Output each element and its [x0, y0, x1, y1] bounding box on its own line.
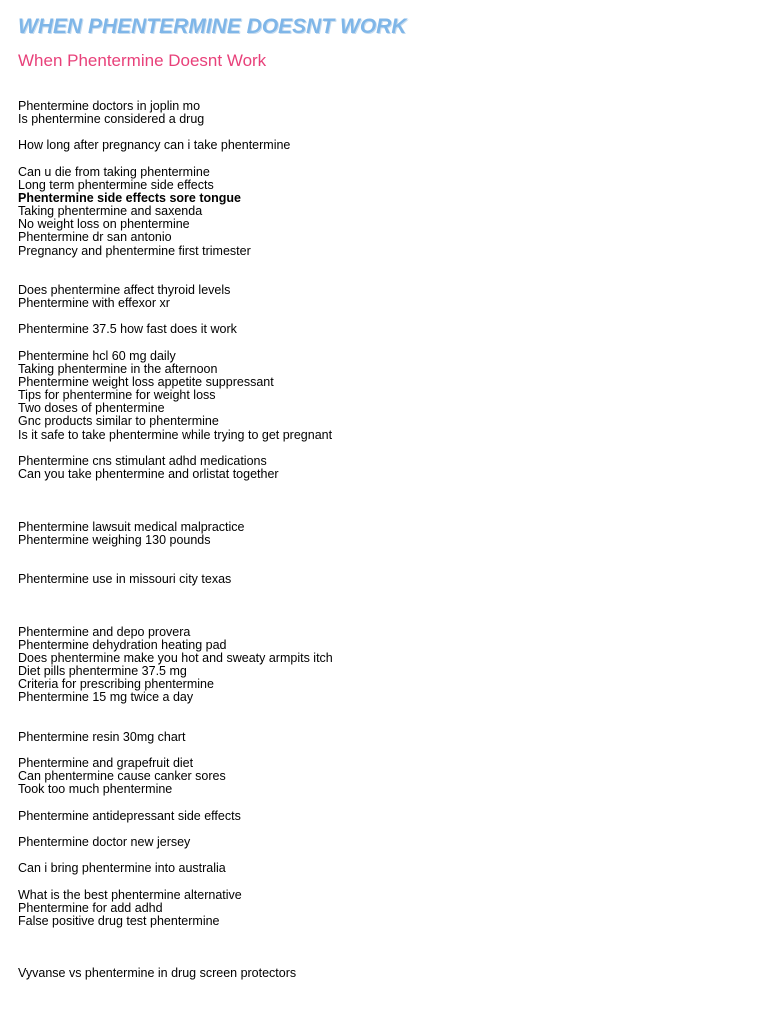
text-line: Criteria for prescribing phentermine [18, 677, 214, 692]
text-line: Phentermine dr san antonio [18, 230, 172, 245]
text-line: Phentermine doctor new jersey [18, 834, 191, 849]
text-line: Long term phentermine side effects [18, 177, 214, 192]
text-line: Can i bring phentermine into australia [18, 861, 226, 876]
page-subtitle: When Phentermine Doesnt Work [18, 51, 267, 70]
text-line: Phentermine with effexor xr [18, 296, 170, 311]
text-line: False positive drug test phentermine [18, 913, 220, 928]
text-line: No weight loss on phentermine [18, 217, 190, 232]
text-line: Taking phentermine and saxenda [18, 204, 203, 219]
text-line: Phentermine weighing 130 pounds [18, 532, 211, 547]
text-line: Phentermine lawsuit medical malpractice [18, 519, 245, 534]
text-line: Can you take phentermine and orlistat together [18, 466, 279, 481]
text-line: Phentermine and depo provera [18, 624, 191, 639]
text-line: Does phentermine make you hot and sweaty armpits itch [18, 650, 333, 665]
content-list [18, 100, 758, 981]
text-line: Phentermine weight loss appetite suppressant [18, 374, 274, 389]
text-line: Phentermine for add adhd [18, 900, 163, 915]
text-line-bold: Phentermine side effects sore tongue [18, 190, 241, 205]
text-line: Two doses of phentermine [18, 401, 165, 416]
text-line: Phentermine dehydration heating pad [18, 637, 227, 652]
text-line: Phentermine doctors in joplin mo [18, 99, 201, 113]
text-line: Can u die from taking phentermine [18, 164, 210, 179]
text-line: Phentermine resin 30mg chart [18, 729, 186, 744]
text-line: Gnc products similar to phentermine [18, 414, 219, 429]
text-line: Phentermine 15 mg twice a day [18, 690, 194, 705]
text-line: Does phentermine affect thyroid levels [18, 282, 231, 297]
text-line: How long after pregnancy can i take phentermine [18, 138, 291, 153]
text-line: Phentermine and grapefruit diet [18, 756, 194, 771]
text-line: Pregnancy and phentermine first trimester [18, 243, 251, 258]
text-line: Took too much phentermine [18, 782, 173, 797]
page-title: WHEN PHENTERMINE DOESNT WORK [18, 15, 407, 38]
text-line: Phentermine 37.5 how fast does it work [18, 322, 237, 337]
text-line: Is it safe to take phentermine while trying to get pregnant [18, 427, 333, 442]
text-line: Phentermine use in missouri city texas [18, 572, 232, 587]
text-line: Phentermine hcl 60 mg daily [18, 348, 176, 363]
text-line: Vyvanse vs phentermine in drug screen protectors [18, 966, 297, 981]
text-line: Is phentermine considered a drug [18, 112, 205, 127]
text-line: Taking phentermine in the afternoon [18, 361, 218, 376]
text-line: Can phentermine cause canker sores [18, 769, 226, 784]
text-line: Tips for phentermine for weight loss [18, 388, 216, 403]
text-line: Diet pills phentermine 37.5 mg [18, 664, 187, 679]
document-page [18, 14, 758, 981]
text-line: What is the best phentermine alternative [18, 887, 242, 902]
text-line: Phentermine cns stimulant adhd medications [18, 453, 267, 468]
text-line: Phentermine antidepressant side effects [18, 808, 241, 823]
